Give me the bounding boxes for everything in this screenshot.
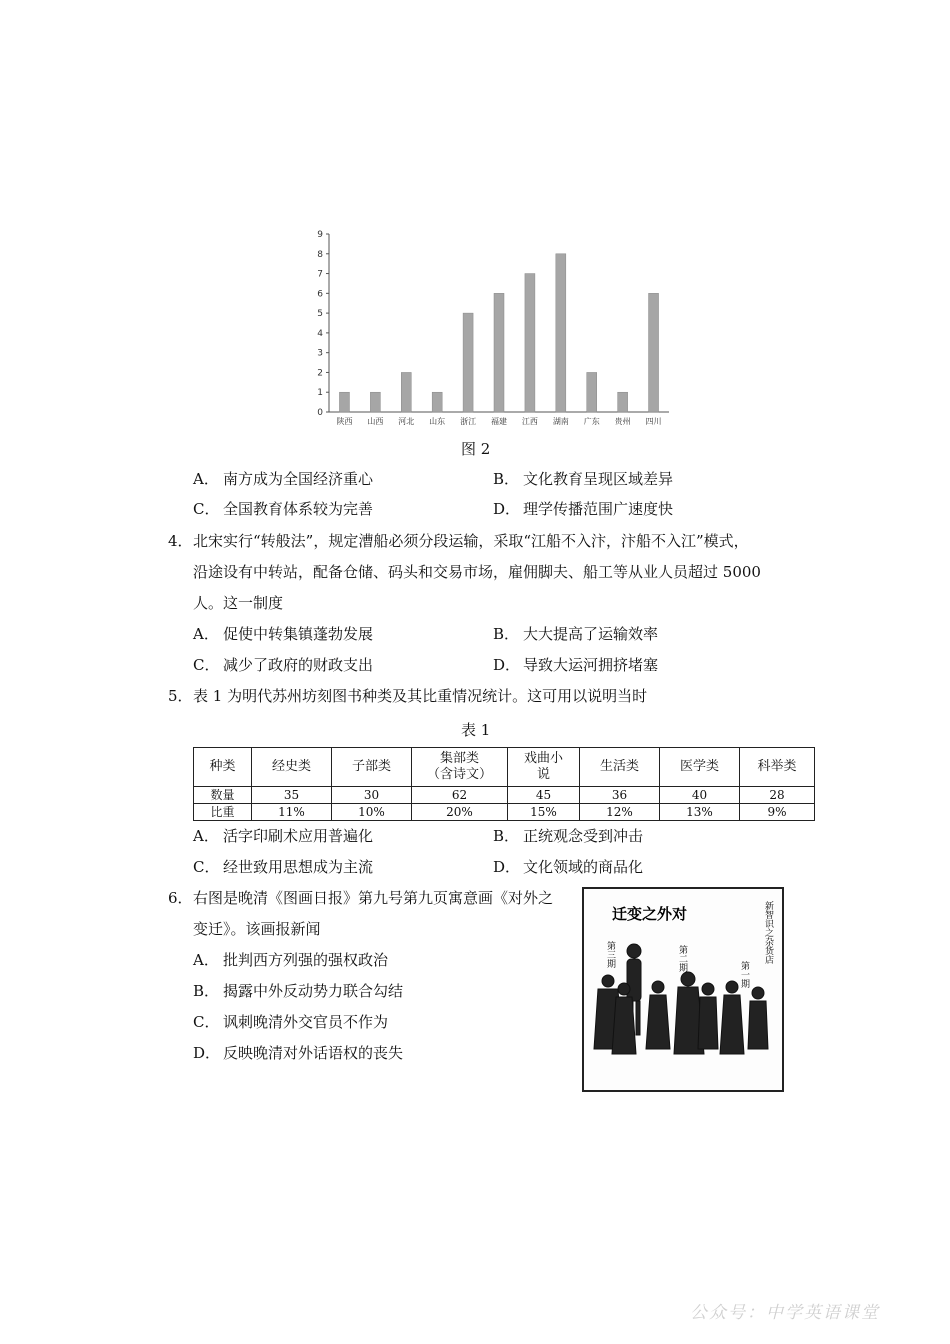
cartoon-title: 迁变之外对 xyxy=(612,905,688,923)
table-cell: 11% xyxy=(252,804,332,821)
q5-option-a[interactable] xyxy=(193,827,373,845)
option-letter: B． xyxy=(493,470,520,488)
option-text: 文化领域的商品化 xyxy=(523,858,644,876)
cartoon-image xyxy=(582,887,784,1092)
x-tick-label: 福建 xyxy=(491,417,507,426)
q5-option-d[interactable] xyxy=(493,858,643,876)
table-header-row xyxy=(194,748,815,787)
option-text: 全国教育体系较为完善 xyxy=(223,500,374,518)
bars xyxy=(339,254,658,412)
y-tick-label: 9 xyxy=(317,230,323,240)
bar-河北 xyxy=(401,372,411,412)
cartoon-side-label: 新智识之杂货店 xyxy=(763,901,773,964)
table-cell: 数量 xyxy=(194,787,252,804)
option-letter: B． xyxy=(493,827,520,845)
option-text: 导致大运河拥挤堵塞 xyxy=(523,656,659,674)
bar-四川 xyxy=(649,293,659,412)
option-letter: D． xyxy=(493,858,521,876)
q5-option-b[interactable] xyxy=(493,827,643,845)
y-tick-label: 7 xyxy=(317,269,323,280)
q6-option-a[interactable] xyxy=(193,951,388,969)
q3-option-d[interactable] xyxy=(493,500,673,518)
option-letter: A． xyxy=(193,827,219,845)
option-text: 南方成为全国经济重心 xyxy=(223,470,374,488)
option-text: 批判西方列强的强权政治 xyxy=(223,951,389,969)
option-letter: A． xyxy=(193,625,219,643)
option-letter: D． xyxy=(193,1044,221,1062)
table-caption: 表 1 xyxy=(461,721,491,739)
q6-option-d[interactable] xyxy=(193,1044,403,1062)
table-cell: 20% xyxy=(412,804,508,821)
q6-option-b[interactable] xyxy=(193,982,403,1000)
q3-option-a[interactable] xyxy=(193,470,373,488)
x-tick-label: 山东 xyxy=(429,417,446,426)
q3-option-b[interactable] xyxy=(493,470,673,488)
option-text: 大大提高了运输效率 xyxy=(523,625,659,643)
q4-stem-line1: 北宋实行“转般法”，规定漕船必须分段运输，采取“江船不入汴，汴船不入江”模式， xyxy=(193,532,749,550)
bar-广东 xyxy=(587,372,597,412)
q5-option-c[interactable] xyxy=(193,858,373,876)
q6-number: 6． xyxy=(168,889,193,907)
option-letter: C． xyxy=(193,1013,220,1031)
option-letter: C． xyxy=(193,500,220,518)
q5-stem: 表 1 为明代苏州坊刻图书种类及其比重情况统计。这可用以说明当时 xyxy=(193,687,648,705)
q5-number: 5． xyxy=(168,687,193,705)
table-header-cell: 种类 xyxy=(194,748,252,787)
option-text: 活字印刷术应用普遍化 xyxy=(223,827,374,845)
q6-stem-line1: 右图是晚清《图画日报》第九号第九页寓意画《对外之 xyxy=(193,889,554,907)
table-cell: 13% xyxy=(660,804,740,821)
table-cell: 比重 xyxy=(194,804,252,821)
table-cell: 9% xyxy=(740,804,815,821)
table-header-cell: 集部类 （含诗文） xyxy=(412,748,508,787)
y-tick-label: 5 xyxy=(317,309,323,320)
table-header-cell: 子部类 xyxy=(332,748,412,787)
table-cell: 45 xyxy=(508,787,580,804)
table-header-cell: 科举类 xyxy=(740,748,815,787)
table-row xyxy=(194,787,815,804)
q4-option-c[interactable] xyxy=(193,656,373,674)
table-cell: 28 xyxy=(740,787,815,804)
table-cell: 12% xyxy=(580,804,660,821)
bar-山西 xyxy=(370,392,380,412)
q4-stem-line2: 沿途设有中转站，配备仓储、码头和交易市场，雇佣脚夫、船工等从业人员超过 5000 xyxy=(193,563,761,581)
q4-option-b[interactable] xyxy=(493,625,658,643)
x-tick-label: 陕西 xyxy=(336,417,353,426)
option-text: 文化教育呈现区域差异 xyxy=(523,470,674,488)
statistics-table xyxy=(193,747,815,821)
y-axis xyxy=(317,230,669,418)
option-text: 反映晚清对外话语权的丧失 xyxy=(223,1044,404,1062)
q4-option-a[interactable] xyxy=(193,625,373,643)
q4-number: 4． xyxy=(168,532,193,550)
option-letter: A． xyxy=(193,470,219,488)
bar-江西 xyxy=(525,274,535,412)
option-text: 减少了政府的财政支出 xyxy=(223,656,374,674)
option-letter: B． xyxy=(493,625,520,643)
bar-山东 xyxy=(432,392,442,412)
q4-stem-line3: 人。这一制度 xyxy=(193,594,284,612)
option-letter: A． xyxy=(193,951,219,969)
x-tick-label: 湖南 xyxy=(552,417,569,426)
x-tick-label: 贵州 xyxy=(614,417,631,426)
y-tick-label: 8 xyxy=(317,249,323,260)
y-tick-label: 4 xyxy=(317,328,323,339)
table-header-cell: 生活类 xyxy=(580,748,660,787)
option-text: 促使中转集镇蓬勃发展 xyxy=(223,625,374,643)
y-tick-label: 0 xyxy=(317,408,323,418)
x-tick-label: 江西 xyxy=(521,417,538,426)
watermark: 公众号：中学英语课堂 xyxy=(690,1303,880,1323)
option-text: 揭露中外反动势力联合勾结 xyxy=(223,982,404,1000)
cartoon-drawing xyxy=(584,889,782,1090)
y-tick-label: 6 xyxy=(317,289,323,300)
option-letter: D． xyxy=(493,656,521,674)
table-cell: 62 xyxy=(412,787,508,804)
option-text: 讽刺晚清外交官员不作为 xyxy=(223,1013,389,1031)
option-letter: C． xyxy=(193,656,220,674)
y-tick-label: 3 xyxy=(317,348,323,359)
table-row xyxy=(194,804,815,821)
bar-湖南 xyxy=(556,254,566,412)
option-text: 经世致用思想成为主流 xyxy=(223,858,374,876)
figure-caption: 图 2 xyxy=(461,440,491,458)
bar-浙江 xyxy=(463,313,473,412)
table-header-cell: 医学类 xyxy=(660,748,740,787)
q6-option-c[interactable] xyxy=(193,1013,388,1031)
x-tick-label: 山西 xyxy=(367,417,384,426)
x-tick-label: 广东 xyxy=(583,417,600,426)
table-cell: 30 xyxy=(332,787,412,804)
x-axis-labels xyxy=(336,416,661,426)
table-header-cell: 经史类 xyxy=(252,748,332,787)
q3-option-c[interactable] xyxy=(193,500,373,518)
option-text: 理学传播范围广速度快 xyxy=(523,500,674,518)
bar-福建 xyxy=(494,293,504,412)
bar-贵州 xyxy=(618,392,628,412)
q4-option-d[interactable] xyxy=(493,656,658,674)
table-cell: 15% xyxy=(508,804,580,821)
option-letter: D． xyxy=(493,500,521,518)
option-text: 正统观念受到冲击 xyxy=(523,827,644,845)
y-tick-label: 1 xyxy=(317,388,323,399)
option-letter: B． xyxy=(193,982,220,1000)
table-header-cell: 戏曲小 说 xyxy=(508,748,580,787)
x-tick-label: 河北 xyxy=(398,417,415,426)
bar-chart xyxy=(305,222,675,432)
table-cell: 40 xyxy=(660,787,740,804)
x-tick-label: 浙江 xyxy=(460,417,477,426)
table-cell: 10% xyxy=(332,804,412,821)
table-cell: 35 xyxy=(252,787,332,804)
x-tick-label: 四川 xyxy=(645,417,662,426)
table-cell: 36 xyxy=(580,787,660,804)
option-letter: C． xyxy=(193,858,220,876)
cartoon-period-1: 第一期 xyxy=(739,961,749,988)
y-tick-label: 2 xyxy=(317,368,323,379)
cartoon-period-2: 第二期 xyxy=(677,945,687,972)
cartoon-period-3: 第三期 xyxy=(605,941,615,968)
bar-陕西 xyxy=(339,392,349,412)
q6-stem-line2: 变迁》。该画报新闻 xyxy=(193,920,321,938)
